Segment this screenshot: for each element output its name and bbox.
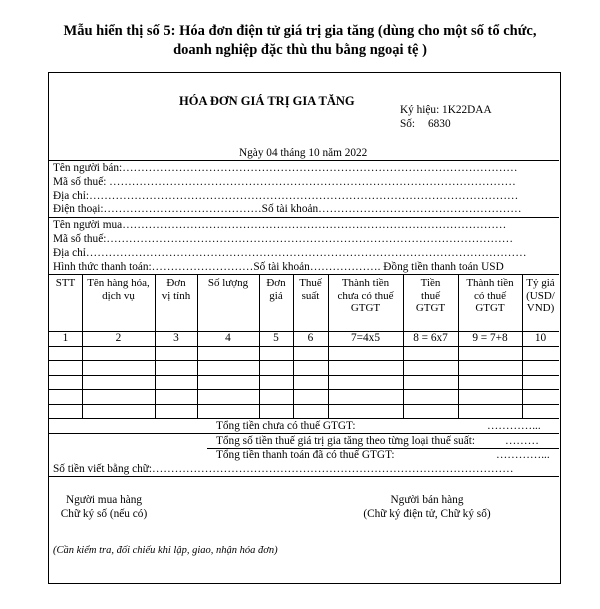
seller-tax-code: Mã số thuế: ………………………………………………………………………………………………	[53, 176, 516, 188]
column-header-amount-pre-tax: Thành tiền chưa có thuế GTGT	[337, 277, 394, 314]
seller-address: Địa chỉ:……………………………………………………………………………………………………	[53, 190, 519, 202]
column-index: 8 = 6x7	[413, 332, 448, 344]
table-row-line	[49, 360, 559, 361]
divider-total-pre-tax	[49, 433, 559, 434]
column-header-unit-price: Đơn giá	[266, 277, 286, 302]
invoice-frame	[48, 72, 561, 584]
table-bottom-line	[49, 418, 559, 419]
seller-phone-account: Điện thoại:……………………………………Số tài khoản………………………………………………	[53, 203, 522, 215]
buyer-signature-title: Người mua hàng	[65, 494, 143, 506]
table-row-line	[49, 375, 559, 376]
divider-date	[49, 160, 559, 161]
invoice-symbol: Ký hiệu: 1K22DAA	[400, 104, 492, 116]
heading-line-1: Mẫu hiển thị số 5: Hóa đơn điện tử giá trị gia tăng (dùng cho một số tổ chức,	[63, 23, 537, 39]
column-header-unit: Đơn vị tính	[161, 277, 191, 302]
verification-footnote: (Cần kiểm tra, đối chiếu khi lập, giao, nhận hóa đơn)	[53, 545, 278, 556]
column-header-stt: STT	[55, 277, 76, 289]
invoice-number: 6830	[428, 118, 451, 130]
column-index: 7=4x5	[351, 332, 380, 344]
column-index: 10	[534, 332, 547, 344]
document-heading	[30, 22, 570, 60]
amount-in-words: Số tiền viết bằng chữ:……………………………………………………………………………………	[53, 463, 514, 475]
invoice-number-label: Số:	[400, 118, 416, 130]
divider-amount-in-words	[49, 476, 559, 477]
table-top-line	[49, 274, 559, 275]
heading-line-2: doanh nghiệp đặc thù thu bằng ngoại tệ )	[173, 42, 427, 58]
buyer-address: Địa chỉ………………………………………………………………………………………………………	[53, 247, 527, 259]
column-index: 6	[307, 332, 314, 344]
column-divider	[197, 274, 198, 418]
table-row-line	[49, 389, 559, 390]
invoice-title: HÓA ĐƠN GIÁ TRỊ GIA TĂNG	[179, 94, 355, 108]
total-pre-tax-value: …………...	[487, 420, 541, 432]
total-pre-tax-label: Tổng tiền chưa có thuế GTGT:	[216, 420, 356, 432]
column-index: 1	[62, 332, 69, 344]
column-index: 9 = 7+8	[472, 332, 508, 344]
total-payment-value: …………...	[496, 449, 550, 461]
column-index: 4	[225, 332, 231, 344]
buyer-name: Tên người mua…………………………………………………………………………………………	[53, 219, 507, 231]
total-payment-label: Tổng tiền thanh toán đã có thuế GTGT:	[216, 449, 395, 461]
column-header-item-name: Tên hàng hóa, dịch vụ	[87, 277, 150, 302]
total-tax-by-rate-value: ………	[505, 435, 539, 447]
column-header-tax-amount: Tiền thuế GTGT	[415, 277, 446, 314]
column-header-tax-rate: Thuế suất	[299, 277, 322, 302]
total-tax-by-rate-label: Tổng số tiền thuế giá trị gia tăng theo từng loại thuế suất:	[216, 435, 475, 447]
table-index-line	[49, 346, 559, 347]
column-header-amount-with-tax: Thành tiền có thuế GTGT	[466, 277, 514, 314]
table-row-line	[49, 404, 559, 405]
column-index: 5	[273, 332, 279, 344]
invoice-date: Ngày 04 tháng 10 năm 2022	[239, 147, 368, 159]
divider-seller	[49, 217, 559, 218]
seller-signature-title: Người bán hàng	[390, 494, 464, 506]
buyer-signature-note: Chữ ký số (nếu có)	[60, 508, 148, 520]
column-index: 3	[173, 332, 179, 344]
column-header-quantity: Số lượng	[207, 277, 249, 289]
seller-signature-note: (Chữ ký điện tử, Chữ ký số)	[363, 508, 491, 520]
buyer-tax-code: Mã số thuế:………………………………………………………………………………………………	[53, 233, 514, 245]
column-index: 2	[115, 332, 122, 344]
buyer-payment-currency: Hình thức thanh toán:………………………Số tài khoản………………. Đồng tiền thanh toán USD	[53, 261, 504, 273]
seller-name: Tên người bán:……………………………………………………………………………………………	[53, 162, 518, 174]
column-header-exchange-rate: Tỷ giá (USD/ VND)	[526, 277, 555, 314]
